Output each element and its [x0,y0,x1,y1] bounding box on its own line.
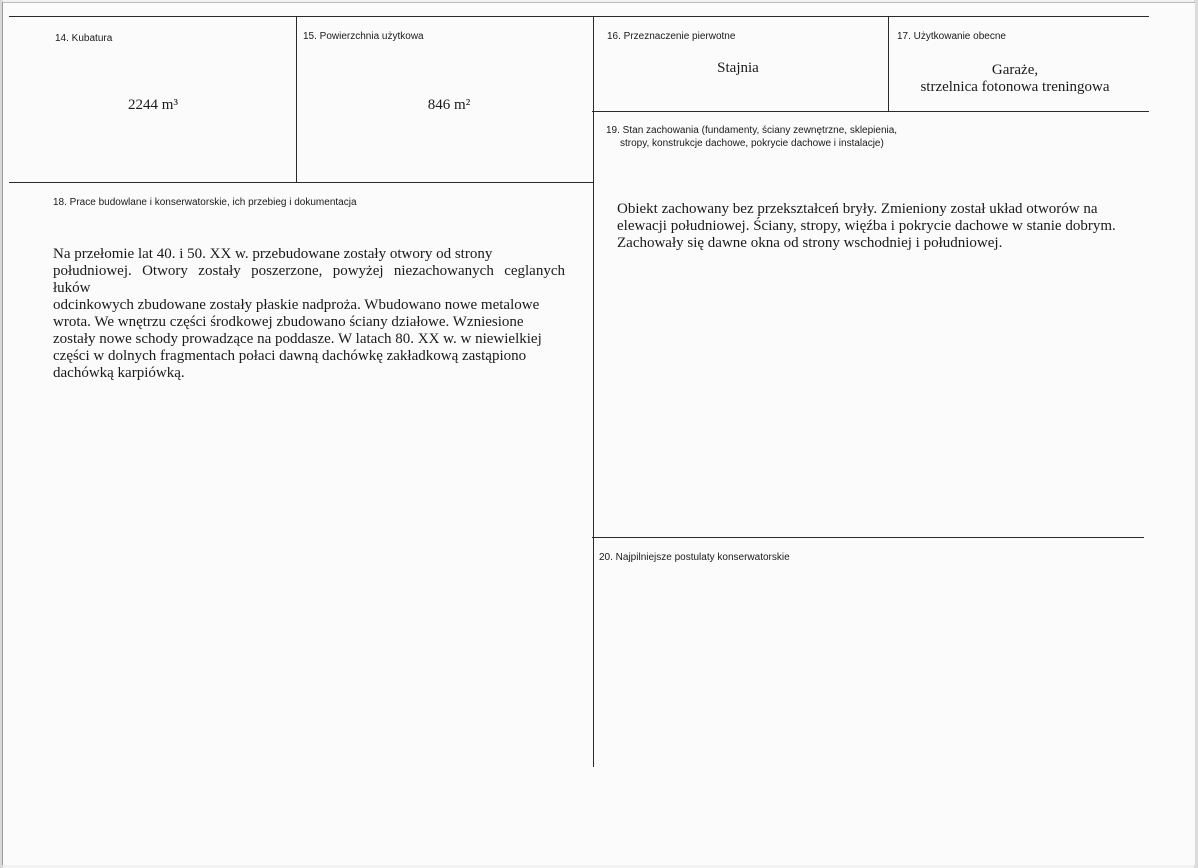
field-17-value-line1: Garaże, [991,62,1039,78]
rule-above-20 [592,537,1144,538]
rule-below-16-17 [592,111,1149,112]
field-19-label-line1: 19. Stan zachowania (fundamenty, ściany zewnętrzne, sklepienia, [606,125,898,136]
field-14-value: 2244 m³ [128,97,178,113]
field-18-text [53,246,565,382]
divider-16-17 [888,16,889,112]
field-18-line: odcinkowych zbudowane zostały płaskie nadproża. Wbudowano nowe metalowe [53,297,540,313]
field-19-line: elewacji południowej. Ściany, stropy, więźba i pokrycie dachowe w stanie dobrym. [617,218,1116,234]
field-18-line: Na przełomie lat 40. i 50. XX w. przebudowane zostały otwory od strony [53,246,493,262]
field-18-line: dachówką karpiówką. [53,365,185,381]
field-16-value: Stajnia [717,60,759,76]
field-16-label: 16. Przeznaczenie pierwotne [607,31,736,42]
field-17-value-line2: strzelnica fotonowa treningowa [920,79,1110,95]
center-divider [593,16,594,767]
field-15-label: 15. Powierzchnia użytkowa [303,31,424,42]
field-19-text [617,201,1121,252]
rule-below-14-15 [9,182,594,183]
field-17-label: 17. Użytkowanie obecne [897,31,1006,42]
field-20-label: 20. Najpilniejsze postulaty konserwatorskie [599,552,790,563]
field-18-line: południowej. Otwory zostały poszerzone, powyżej niezachowanych ceglanych łuków [53,263,565,296]
field-18-line: części w dolnych fragmentach połaci dawną dachówkę zakładkową zastąpiono [53,348,527,364]
field-18-line: zostały nowe schody prowadzące na poddasze. W latach 80. XX w. w niewielkiej [53,331,542,347]
field-15-value: 846 m² [427,97,471,113]
field-14-label: 14. Kubatura [55,33,113,44]
field-19-label-line2: stropy, konstrukcje dachowe, pokrycie dachowe i instalacje) [620,138,884,149]
field-19-line: Zachowały się dawne okna od strony wschodniej i południowej. [617,235,1003,251]
divider-14-15 [296,16,297,183]
form-card [2,2,1195,865]
field-18-line: wrota. We wnętrzu części środkowej zbudowano ściany działowe. Wzniesione [53,314,524,330]
field-19-line: Obiekt zachowany bez przekształceń bryły. Zmieniony został układ otworów na [617,201,1098,217]
top-rule [9,16,1149,17]
field-18-label: 18. Prace budowlane i konserwatorskie, ich przebieg i dokumentacja [53,197,357,208]
